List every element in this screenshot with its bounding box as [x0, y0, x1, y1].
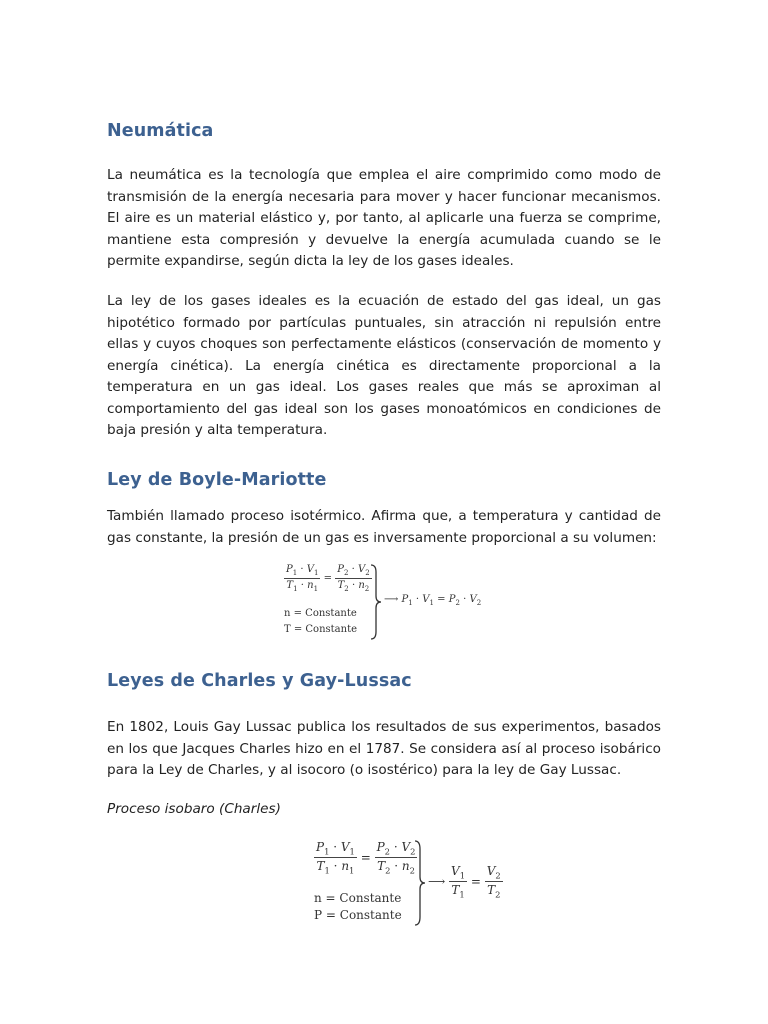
- boyle-condition-n: n = Constante: [284, 608, 357, 619]
- heading-charles-gay-lussac: Leyes de Charles y Gay-Lussac: [107, 671, 412, 691]
- paragraph-neumatica-intro: La neumática es la tecnología que emplea el aire comprimido como modo de transmisión de la energía necesaria para mover y hacer funcionar mecanismos. El aire es un material elástico y, por tanto, al aplicarle una fuerza se comprime, mantiene esta compresión y devuelve la energía acumulada cuando se le permite expandirse, según dicta la ley de los gases ideales.: [107, 167, 661, 269]
- arrow-icon: ⟶: [428, 874, 446, 889]
- arrow-icon: ⟶: [384, 594, 399, 605]
- charles-condition-p: P = Constante: [314, 908, 402, 922]
- brace-icon: [370, 564, 382, 640]
- paragraph-gases-ideales: La ley de los gases ideales es la ecuación de estado del gas ideal, un gas hipotético formado por partículas puntuales, sin atracción ni repulsión entre ellas y cuyos choques son perfectamente elásticos (conservación de momento y energía cinética). La energía cinética es directamente proporcional a la temperatura en un gas ideal. Los gases reales que más se aproximan al comportamiento del gas ideal son los gases monoatómicos en condiciones de baja presión y alta temperatura.: [107, 293, 661, 438]
- paragraph-charles: En 1802, Louis Gay Lussac publica los resultados de sus experimentos, basados en los que Jacques Charles hizo en el 1787. Se considera así al proceso isobárico para la Ley de Charles, y al isocoro (o isostérico) para la ley de Gay Lussac.: [107, 719, 661, 778]
- paragraph-boyle: También llamado proceso isotérmico. Afirma que, a temperatura y cantidad de gas constante, la presión de un gas es inversamente proporcional a su volumen:: [107, 508, 661, 546]
- formula-charles: $\frac{P_1 \cdot V_1}{T_1 \cdot n_1}$ = $\frac{P_2 \cdot V_2}{T_2 \cdot n_2}$ n = Constante P = Constante ⟶ $\frac{V_1}{T_1}$ = $\frac{V_2}{T_2}$: [314, 838, 514, 928]
- boyle-condition-t: T = Constante: [284, 624, 358, 635]
- formula-boyle: $\frac{P_1 \cdot V_1}{T_1 \cdot n_1}$ = $\frac{P_2 \cdot V_2}{T_2 \cdot n_2}$ n = Constante T = Constante ⟶ $P_1 \cdot V_1 = P_2 \cdot V_2$: [284, 562, 494, 642]
- brace-icon: [414, 840, 426, 926]
- heading-boyle-mariotte: Ley de Boyle-Mariotte: [107, 470, 327, 490]
- subtitle-proceso-isobaro: Proceso isobaro (Charles): [107, 801, 281, 817]
- charles-condition-n: n = Constante: [314, 891, 402, 905]
- heading-neumatica: Neumática: [107, 121, 214, 141]
